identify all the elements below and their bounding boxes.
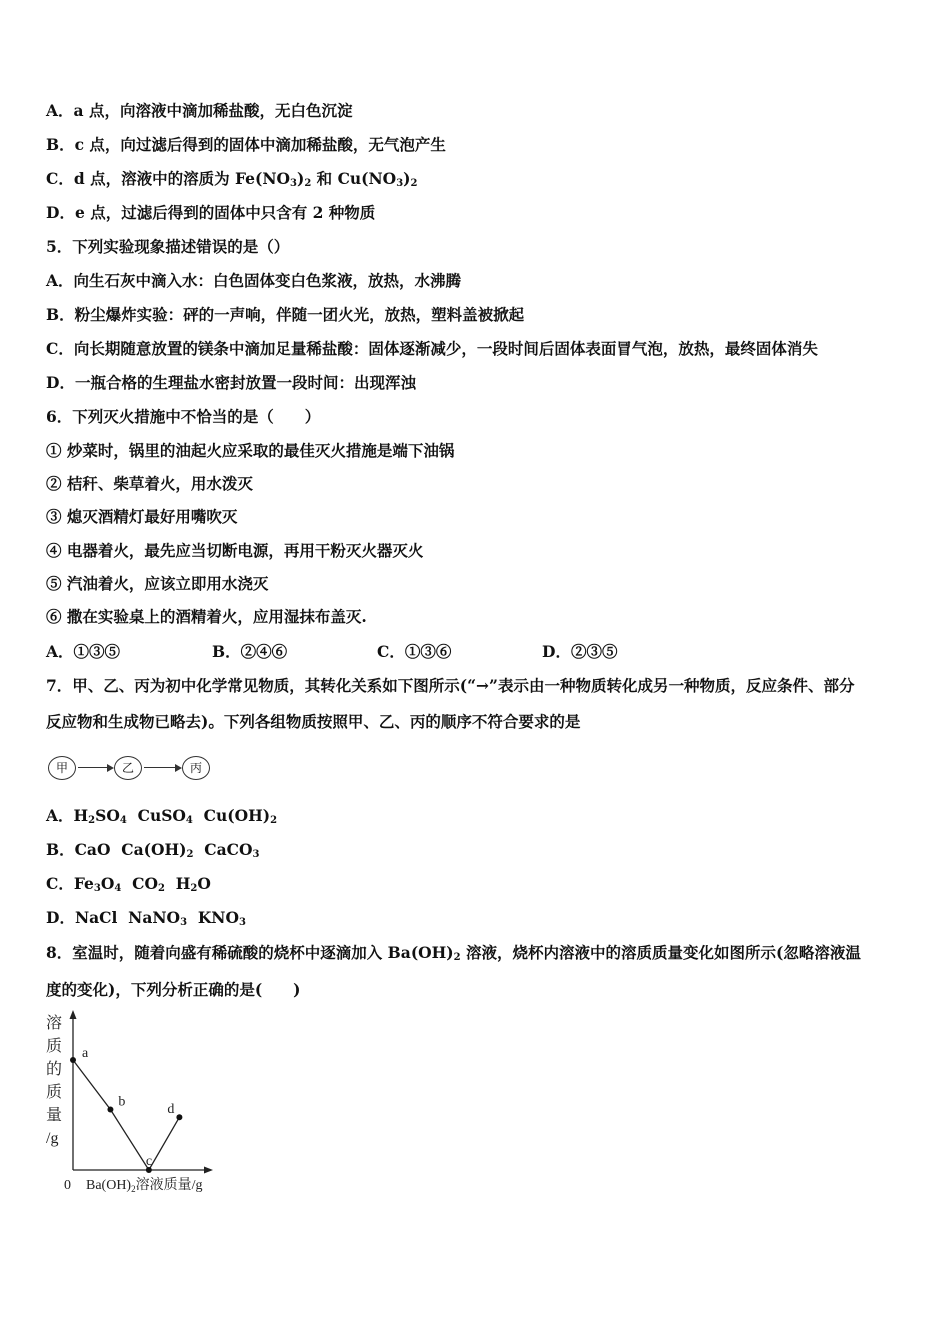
q5-option-a: A．向生石灰中滴入水：白色固体变白色浆液，放热，水沸腾 bbox=[46, 271, 462, 290]
data-point-a bbox=[70, 1057, 76, 1063]
solute-mass-chart bbox=[40, 1008, 240, 1200]
y-axis-label-char: 溶 bbox=[46, 1015, 63, 1032]
q7-option-d: D．NaCl NaNO$_3$ $KNO_3$ bbox=[46, 908, 246, 928]
node-bing: 丙 bbox=[182, 756, 210, 780]
q8-stem-line1: 8．室温时，随着向盛有稀硫酸的烧杯中逐滴加入 $Ba(OH)_2$ 溶液，烧杯内溶液中的溶质质量变化如图所示(忽略溶液温 bbox=[46, 943, 861, 963]
q6-option-d: D．②③⑤ bbox=[542, 642, 618, 661]
q6-option-c: C．①③⑥ bbox=[377, 642, 452, 661]
q7-option-c: C．$Fe_3O_4$ $CO_2$ $H_2O$ bbox=[46, 874, 211, 894]
x-axis-arrow-icon bbox=[204, 1167, 213, 1174]
q6-stem: 6．下列灭火措施中不恰当的是（ ） bbox=[46, 407, 321, 426]
point-label-b: b bbox=[118, 1094, 126, 1110]
q6-item-3: ③ 熄灭酒精灯最好用嘴吹灭 bbox=[46, 507, 238, 526]
y-axis-label-char: /g bbox=[46, 1130, 59, 1147]
data-point-d bbox=[176, 1114, 182, 1120]
y-axis-label-char: 质 bbox=[46, 1084, 63, 1101]
y-axis-label-char: 量 bbox=[46, 1107, 63, 1124]
node-jia: 甲 bbox=[48, 756, 76, 780]
arrow-icon bbox=[78, 767, 112, 768]
x-axis-label: $Ba(OH)_2$溶液质量/g bbox=[86, 1178, 203, 1194]
q5-option-c: C．向长期随意放置的镁条中滴加足量稀盐酸：固体逐渐减少，一段时间后固体表面冒气泡，放热，最终固体消失 bbox=[46, 339, 818, 358]
q7-stem-line1: 7．甲、乙、丙为初中化学常见物质，其转化关系如下图所示(“→”表示由一种物质转化成另一种物质，反应条件、部分 bbox=[46, 676, 855, 695]
q4-option-c: C．d 点，溶液中的溶质为 $Fe(NO_3)_2$ 和 $Cu(NO_3)_2$ bbox=[46, 169, 418, 189]
q4-option-b: B．c 点，向过滤后得到的固体中滴加稀盐酸，无气泡产生 bbox=[46, 135, 446, 154]
q6-item-4: ④ 电器着火，最先应当切断电源，再用干粉灭火器灭火 bbox=[46, 541, 424, 560]
q7-option-b: B．CaO $Ca(OH)_2$ CaCO$_3$ bbox=[46, 840, 260, 860]
q4-option-a: A．a 点，向溶液中滴加稀盐酸，无白色沉淀 bbox=[46, 101, 353, 120]
data-point-b bbox=[107, 1107, 113, 1113]
point-label-a: a bbox=[82, 1046, 89, 1061]
y-axis-label-char: 质 bbox=[46, 1038, 63, 1055]
point-label-d: d bbox=[167, 1102, 175, 1118]
origin-label: 0 bbox=[64, 1178, 71, 1193]
arrow-icon bbox=[144, 767, 180, 768]
q7-option-a: A．$H_2SO_4$ CuSO$_4$ $Cu(OH)_2$ bbox=[46, 806, 278, 826]
q6-option-a: A．①③⑤ bbox=[46, 642, 121, 661]
series-line bbox=[73, 1060, 179, 1170]
y-axis-label-char: 的 bbox=[46, 1061, 63, 1078]
q5-option-b: B．粉尘爆炸实验：砰的一声响，伴随一团火光，放热，塑料盖被掀起 bbox=[46, 305, 525, 324]
q6-item-5: ⑤ 汽油着火，应该立即用水浇灭 bbox=[46, 574, 269, 593]
data-points bbox=[70, 1046, 182, 1173]
q8-stem-line2: 度的变化)，下列分析正确的是( ) bbox=[46, 980, 301, 999]
q5-option-d: D．一瓶合格的生理盐水密封放置一段时间：出现浑浊 bbox=[46, 373, 416, 392]
q6-item-2: ② 桔秆、柴草着火，用水泼灭 bbox=[46, 474, 253, 493]
y-axis-label bbox=[46, 1014, 62, 1147]
q7-stem-line2: 反应物和生成物已略去)。下列各组物质按照甲、乙、丙的顺序不符合要求的是 bbox=[46, 712, 581, 731]
q6-option-b: B．②④⑥ bbox=[212, 642, 288, 661]
q5-stem: 5．下列实验现象描述错误的是（） bbox=[46, 237, 290, 256]
y-axis-arrow-icon bbox=[70, 1010, 77, 1019]
q6-item-1: ① 炒菜时，锅里的油起火应采取的最佳灭火措施是端下油锅 bbox=[46, 441, 455, 460]
point-label-c: c bbox=[145, 1154, 153, 1169]
transformation-diagram bbox=[46, 752, 216, 786]
q4-option-d: D．e 点，过滤后得到的固体中只含有 2 种物质 bbox=[46, 203, 376, 222]
q6-item-6: ⑥ 撒在实验桌上的酒精着火，应用湿抹布盖灭. bbox=[46, 607, 367, 626]
node-yi: 乙 bbox=[114, 756, 142, 780]
